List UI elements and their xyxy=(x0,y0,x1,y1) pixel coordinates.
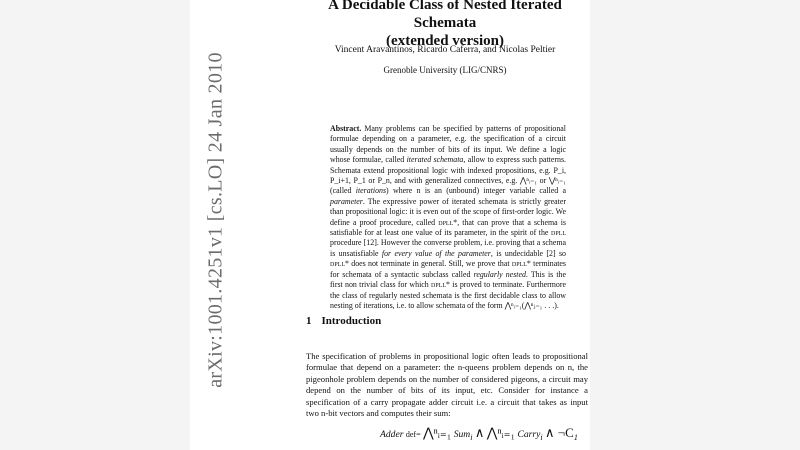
abstract-text: terminates for schemata of a syntactic subclass called xyxy=(330,259,566,279)
formula-lhs: Adder xyxy=(380,429,404,440)
abstract-smallcaps: dpll* xyxy=(511,259,531,269)
abstract-text: does not terminate in general. Still, we prove that xyxy=(348,259,512,269)
formula-subscript: 1 xyxy=(573,432,578,442)
formula-term: Sum xyxy=(453,429,471,440)
abstract-text: . This is the first non trivial class for which xyxy=(330,269,566,290)
section-number: 1 xyxy=(306,315,312,327)
abstract-text: Many problems can be specified by patterns of propositional formulae depending on a parameter, e.g. the specification of a circuit usually depends on the number of bits of its input. We define a logic whose formulae, called xyxy=(330,124,566,165)
formula-def: def= xyxy=(405,430,421,439)
section-title: Introduction xyxy=(321,315,382,327)
abstract-smallcaps: dpll xyxy=(551,228,566,238)
abstract-text: , is undecidable [2] so xyxy=(490,248,567,258)
abstract-emph: parameter xyxy=(330,196,363,206)
abstract-emph: for every value of the parameter xyxy=(381,248,491,258)
abstract-text: procedure [12]. However the converse problem, i.e. proving that a schema is unsatisfiable xyxy=(330,238,566,258)
abstract-text: is proved to terminate. Furthermore the class of regularly nested schemata is the first decidable class to allow nesting of iterations, i.e. to allow schemata of the form ⋀ⁿᵢ₌₁(⋀ⁿⱼ₌₁ . . .). xyxy=(330,280,566,310)
abstract-text: ) where n is an (unbound) integer variable called a xyxy=(386,186,567,196)
adder-formula xyxy=(380,425,578,442)
formula-term: Carry xyxy=(517,429,541,440)
abstract-text: , that can prove that a schema is satisfiable for at least one value of its parameter, in the spirit of the xyxy=(330,217,566,238)
abstract-smallcaps: dpll* xyxy=(431,280,450,290)
abstract-emph: iterations xyxy=(355,186,387,196)
abstract-smallcaps: dpll* xyxy=(438,217,458,227)
formula-tail: ∧ ¬C xyxy=(545,425,574,440)
formula-big-and: ⋀ⁿᵢ₌₁ xyxy=(423,425,452,440)
abstract-emph: regularly nested xyxy=(473,269,526,279)
affiliation: Grenoble University (LIG/CNRS) xyxy=(383,65,507,75)
formula-and: ∧ xyxy=(474,425,485,440)
section-heading xyxy=(306,315,381,327)
title-line-2: (extended version) xyxy=(386,33,504,49)
formula-subscript: i xyxy=(470,432,473,442)
author-list: Vincent Aravantinos, Ricardo Caferra, and Nicolas Peltier xyxy=(334,45,556,55)
left-margin xyxy=(0,0,190,450)
abstract-text: . The expressive power of iterated schemata is strictly greater than propositional logic: it is even out of the scope of first-order logic. We define a proof procedure, called xyxy=(330,196,566,227)
arxiv-stamp: arXiv:1001.4251v1 [cs.LO] 24 Jan 2010 xyxy=(204,52,227,388)
abstract-text: , allow to express such patterns. Schemata extend propositional logic with indexed propositions, e.g. P_i, P_i+1, P_1 or P_n, and with generalized connectives, e.g. ⋀ⁿᵢ₌₁ or ⋁ⁿᵢ₌₁ (called xyxy=(330,155,566,196)
formula-subscript: i xyxy=(540,432,543,442)
abstract xyxy=(330,124,566,311)
abstract-smallcaps: dpll* xyxy=(330,259,349,269)
abstract-emph: iterated schemata xyxy=(406,155,464,165)
paper-title xyxy=(300,0,590,50)
title-line-1: A Decidable Class of Nested Iterated Schemata xyxy=(328,0,562,31)
formula-big-and: ⋀ⁿᵢ₌₁ xyxy=(486,425,516,440)
abstract-label: Abstract. xyxy=(330,124,362,133)
intro-paragraph: The specification of problems in propositional logic often leads to propositional formulae that depend on a parameter: the n-queens problem depends on n, the pigeonhole problem depends on the number of considered pigeons, a circuit may depend on the number of bits of its input, etc. Consider for instance a specification of a carry propagate adder circuit i.e. a circuit that takes as input two n-bit vectors and computes their sum: xyxy=(306,351,588,419)
right-margin xyxy=(590,0,800,450)
